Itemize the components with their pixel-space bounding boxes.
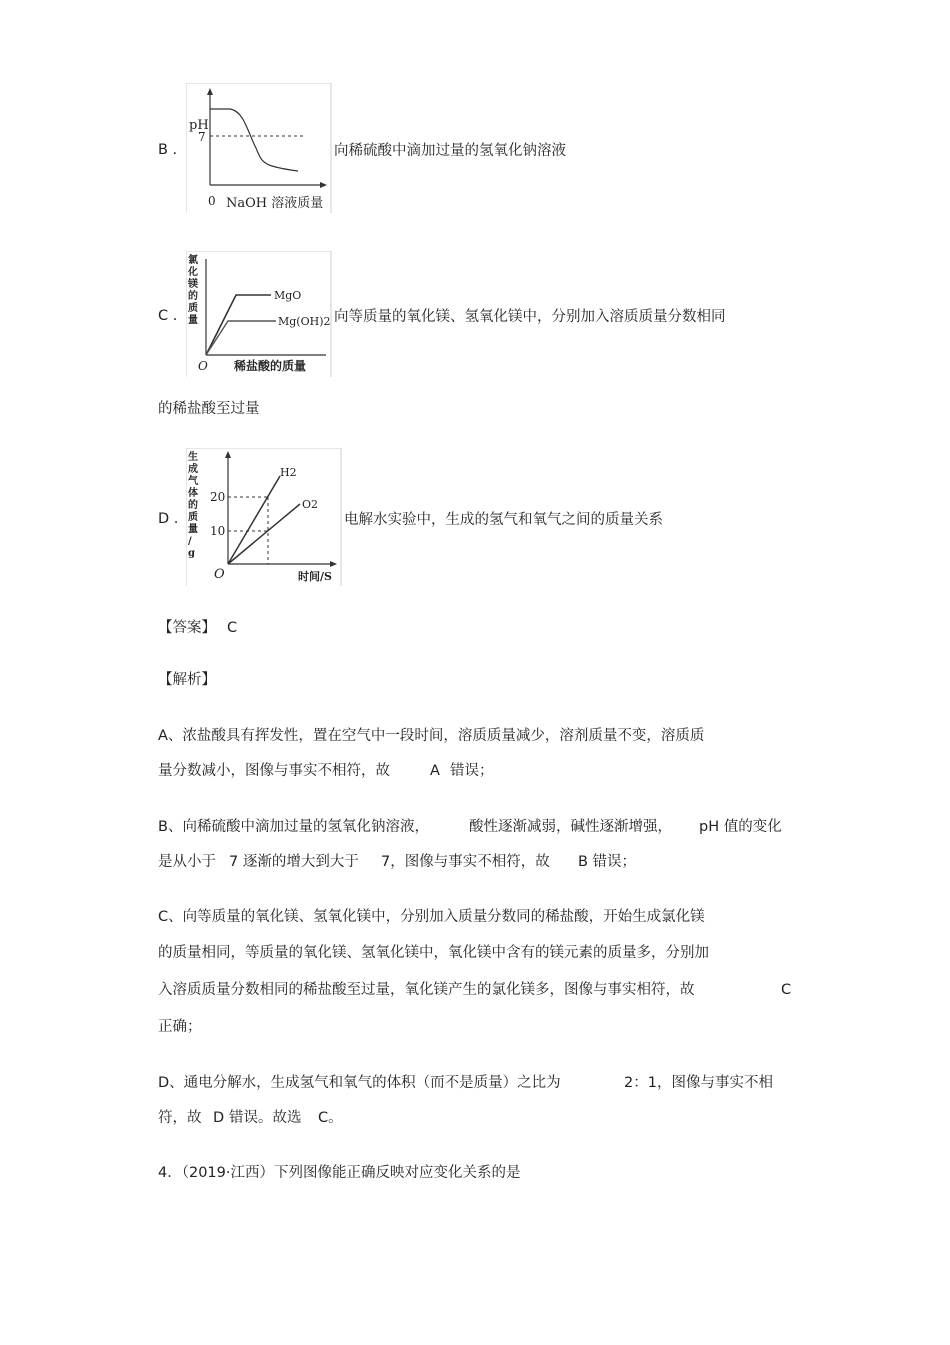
analysis-d-part1: D、通电分解水，生成氢气和氧气的体积（而不是质量）之比为 <box>158 1075 561 1091</box>
analysis-c-line3: 入溶质质量分数相同的稀盐酸至过量，氧化镁产生的氯化镁多，图像与事实相符，故 <box>158 982 695 998</box>
d-series-h2: H2 <box>280 466 297 479</box>
c-ylabel-ch2: 化 <box>188 267 198 278</box>
analysis-a-letter: A <box>430 763 440 779</box>
c-ylabel <box>187 253 201 326</box>
d-ylabel-ch7: 量 <box>188 524 198 535</box>
d-ylabel-ch9: g <box>188 548 195 559</box>
option-c-graph <box>186 251 332 377</box>
c-ylabel-ch3: 镁 <box>188 279 198 290</box>
analysis-a-line1: A、浓盐酸具有挥发性，置在空气中一段时间，溶质质量减少，溶剂质量不变，溶质质 <box>158 728 705 744</box>
d-series-o2: O2 <box>302 498 319 511</box>
b-xlabel: NaOH 溶液质量 <box>226 196 324 211</box>
c-series-mgoh2: Mg(OH)2 <box>278 315 331 328</box>
b-ylabel: pH <box>189 118 209 133</box>
analysis-b-part1: B、向稀硫酸中滴加过量的氢氧化钠溶液， <box>158 819 429 835</box>
d-h2-line <box>228 476 280 564</box>
d-ylabel-ch8: / <box>188 536 192 547</box>
option-c-text-line1: 向等质量的氧化镁、氢氧化镁中，分别加入溶质质量分数相同 <box>334 309 726 325</box>
analysis-a-end: 错误； <box>450 763 494 779</box>
option-d-letter: D . <box>158 511 179 527</box>
d-xlabel: 时间/S <box>298 570 332 583</box>
analysis-d-part2: 2：1，图像与事实不相 <box>624 1075 773 1091</box>
c-xlabel: 稀盐酸的质量 <box>234 359 307 373</box>
analysis-d-part4: D <box>213 1110 225 1126</box>
option-c-text-line2: 的稀盐酸至过量 <box>158 401 260 417</box>
d-ylabel-ch5: 的 <box>188 500 198 511</box>
analysis-c-line2: 的质量相同，等质量的氧化镁、氢氧化镁中，氧化镁中含有的镁元素的质量多，分别加 <box>158 945 709 961</box>
answer-label: 【答案】 <box>158 620 216 636</box>
d-ylabel-ch4: 体 <box>188 488 198 499</box>
analysis-d-part6: C。 <box>318 1110 343 1126</box>
c-ylabel-ch6: 量 <box>188 315 198 326</box>
analysis-d-part5: 错误。故选 <box>229 1110 302 1126</box>
analysis-b-part7: B 错误； <box>578 854 637 870</box>
d-ylabel-ch2: 成 <box>188 464 198 475</box>
c-mgoh2-line <box>206 321 276 355</box>
d-ylabel-ch1: 生 <box>188 452 198 463</box>
answer-value: C <box>227 620 238 636</box>
analysis-b-part6: 7，图像与事实不相符，故 <box>381 854 550 870</box>
option-b-letter: B . <box>158 142 178 158</box>
analysis-b-part2: 酸性逐渐减弱，碱性逐渐增强， <box>469 819 672 835</box>
option-d-text: 电解水实验中，生成的氢气和氧气之间的质量关系 <box>344 512 663 528</box>
d-ytick-20: 20 <box>210 490 226 504</box>
analysis-b-part3: pH 值的变化 <box>699 819 782 835</box>
analysis-d-part3: 符，故 <box>158 1110 202 1126</box>
b-ytick-7: 7 <box>198 130 206 144</box>
d-o2-line <box>228 504 300 564</box>
analysis-label: 【解析】 <box>158 672 216 688</box>
question-4: 4．（2019·江西）下列图像能正确反映对应变化关系的是 <box>158 1165 521 1181</box>
c-series-mgo: MgO <box>274 289 302 302</box>
analysis-c-line1: C、向等质量的氧化镁、氢氧化镁中，分别加入质量分数同的稀盐酸，开始生成氯化镁 <box>158 909 705 925</box>
analysis-b-part5: 7 逐渐的增大到大于 <box>229 854 359 870</box>
analysis-c-line4: 正确； <box>158 1019 202 1035</box>
option-b-text: 向稀硫酸中滴加过量的氢氧化钠溶液 <box>334 143 566 159</box>
d-origin: O <box>214 567 225 582</box>
option-b-graph <box>186 83 332 213</box>
b-origin: 0 <box>208 194 216 208</box>
c-ylabel-ch4: 的 <box>188 291 198 302</box>
option-d-graph <box>186 448 342 586</box>
d-ylabel-ch6: 质 <box>188 512 198 523</box>
c-mgo-line <box>206 295 271 355</box>
d-ytick-10: 10 <box>210 524 226 538</box>
option-c-letter: C . <box>158 308 178 324</box>
analysis-c-letter: C <box>781 982 792 998</box>
d-ylabel-ch3: 气 <box>188 476 198 487</box>
analysis-a-line2: 量分数减小，图像与事实不相符，故 <box>158 763 390 779</box>
b-ph-curve <box>210 109 298 171</box>
d-ylabel <box>188 450 201 559</box>
c-origin: O <box>198 359 208 373</box>
c-ylabel-ch1: 氯 <box>188 255 198 266</box>
c-ylabel-ch5: 质 <box>188 303 198 314</box>
analysis-b-part4: 是从小于 <box>158 854 216 870</box>
